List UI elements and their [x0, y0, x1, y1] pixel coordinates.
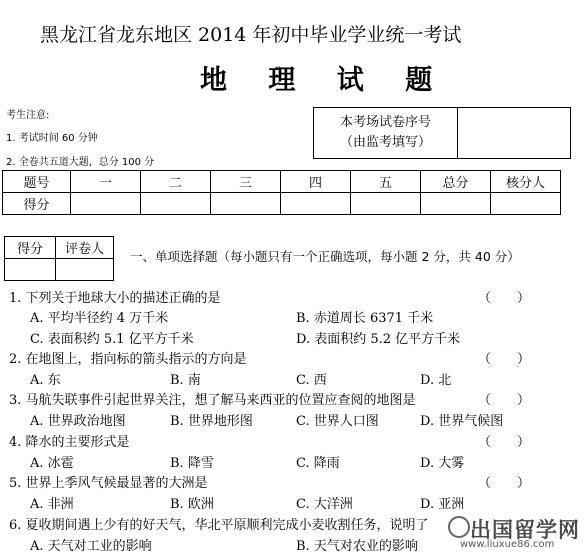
grader-label: 评卷人 [56, 237, 114, 259]
answer-paren[interactable]: （ ） [478, 393, 531, 408]
option: B. 世界地形图 [170, 414, 253, 429]
score-header-cell: 四 [281, 171, 351, 193]
score-table-header-row [3, 171, 561, 193]
exam-title: 黑龙江省龙东地区 2014 年初中毕业学业统一考试 [40, 24, 462, 46]
answer-paren[interactable]: （ ） [478, 352, 531, 367]
grader-score-cell[interactable] [5, 259, 56, 281]
grader-score-label: 得分 [5, 237, 56, 259]
score-cell[interactable] [491, 193, 561, 215]
score-cell[interactable] [421, 193, 491, 215]
answer-paren[interactable]: （ ） [478, 476, 531, 491]
option: A. 非洲 [30, 497, 74, 512]
score-header-cell: 五 [351, 171, 421, 193]
score-cell[interactable] [71, 193, 141, 215]
score-header-cell: 二 [141, 171, 211, 193]
serial-label-line1: 本考场试卷序号 [339, 115, 431, 130]
answer-paren[interactable]: （ ） [478, 291, 531, 306]
option: D. 北 [420, 373, 452, 388]
notice-item: 2. 全卷共五道大题，总分 100 分 [6, 157, 155, 168]
question-stem: 1. 下列关于地球大小的描述正确的是 [9, 291, 221, 306]
question-stem: 6. 夏收期间遇上少有的好天气，华北平原顺利完成小麦收割任务，说明了 [9, 518, 429, 533]
score-cell[interactable] [211, 193, 281, 215]
option: A. 冰雹 [30, 456, 74, 471]
serial-label-line2: （由监考填写） [339, 135, 431, 150]
score-row-label: 得分 [3, 193, 71, 215]
option: A. 世界政治地图 [30, 414, 126, 429]
subject-title: 地 理 试 题 [200, 65, 449, 96]
score-header-cell: 三 [211, 171, 281, 193]
question-stem: 5. 世界上季风气候最显著的大洲是 [9, 476, 208, 491]
question-stem: 3. 马航失联事件引起世界关注，想了解马来西亚的位置应查阅的地图是 [9, 393, 416, 408]
score-header-cell: 一 [71, 171, 141, 193]
exam-serial-box [313, 107, 571, 159]
grader-name-cell[interactable] [56, 259, 114, 281]
score-header-cell: 题号 [3, 171, 71, 193]
serial-number-cell[interactable] [458, 108, 571, 159]
score-header-cell: 核分人 [491, 171, 561, 193]
watermark-url: www.liuxue86.com [460, 539, 555, 550]
question-stem: 2. 在地图上，指向标的箭头指示的方向是 [9, 352, 247, 367]
option: C. 表面积约 5.1 亿平方千米 [30, 332, 194, 347]
score-cell[interactable] [281, 193, 351, 215]
option: A. 天气对工业的影响 [30, 539, 152, 554]
option: D. 表面积约 5.2 亿平方千米 [296, 332, 461, 347]
option: C. 降雨 [296, 456, 340, 471]
site-watermark [446, 512, 586, 554]
option: A. 平均半径约 4 万千米 [30, 311, 169, 326]
question-stem: 4. 降水的主要形式是 [9, 435, 130, 450]
notice-heading: 考生注意: [6, 110, 50, 121]
option: C. 大洋洲 [296, 497, 353, 512]
notice-item: 1. 考试时间 60 分钟 [6, 133, 98, 144]
option: B. 降雪 [170, 456, 214, 471]
option: D. 亚洲 [420, 497, 465, 512]
score-cell[interactable] [351, 193, 421, 215]
option: A. 东 [30, 373, 61, 388]
score-cell[interactable] [141, 193, 211, 215]
option: C. 西 [296, 373, 327, 388]
watermark-title: 出国留学网 [470, 518, 580, 542]
section-title: 一、单项选择题（每小题只有一个正确选项，每小题 2 分，共 40 分） [130, 249, 520, 264]
answer-paren[interactable]: （ ） [478, 435, 531, 450]
option: B. 天气对农业的影响 [296, 539, 418, 554]
option: C. 世界人口图 [296, 414, 379, 429]
option: D. 大雾 [420, 456, 465, 471]
serial-label [314, 108, 458, 159]
score-table [2, 170, 561, 215]
globe-logo-icon [448, 516, 470, 538]
option: B. 南 [170, 373, 201, 388]
grader-box [4, 236, 114, 281]
option: D. 世界气候图 [420, 414, 504, 429]
score-header-cell: 总分 [421, 171, 491, 193]
option: B. 欧洲 [170, 497, 214, 512]
score-table-score-row [3, 193, 561, 215]
option: B. 赤道周长 6371 千米 [296, 311, 434, 326]
